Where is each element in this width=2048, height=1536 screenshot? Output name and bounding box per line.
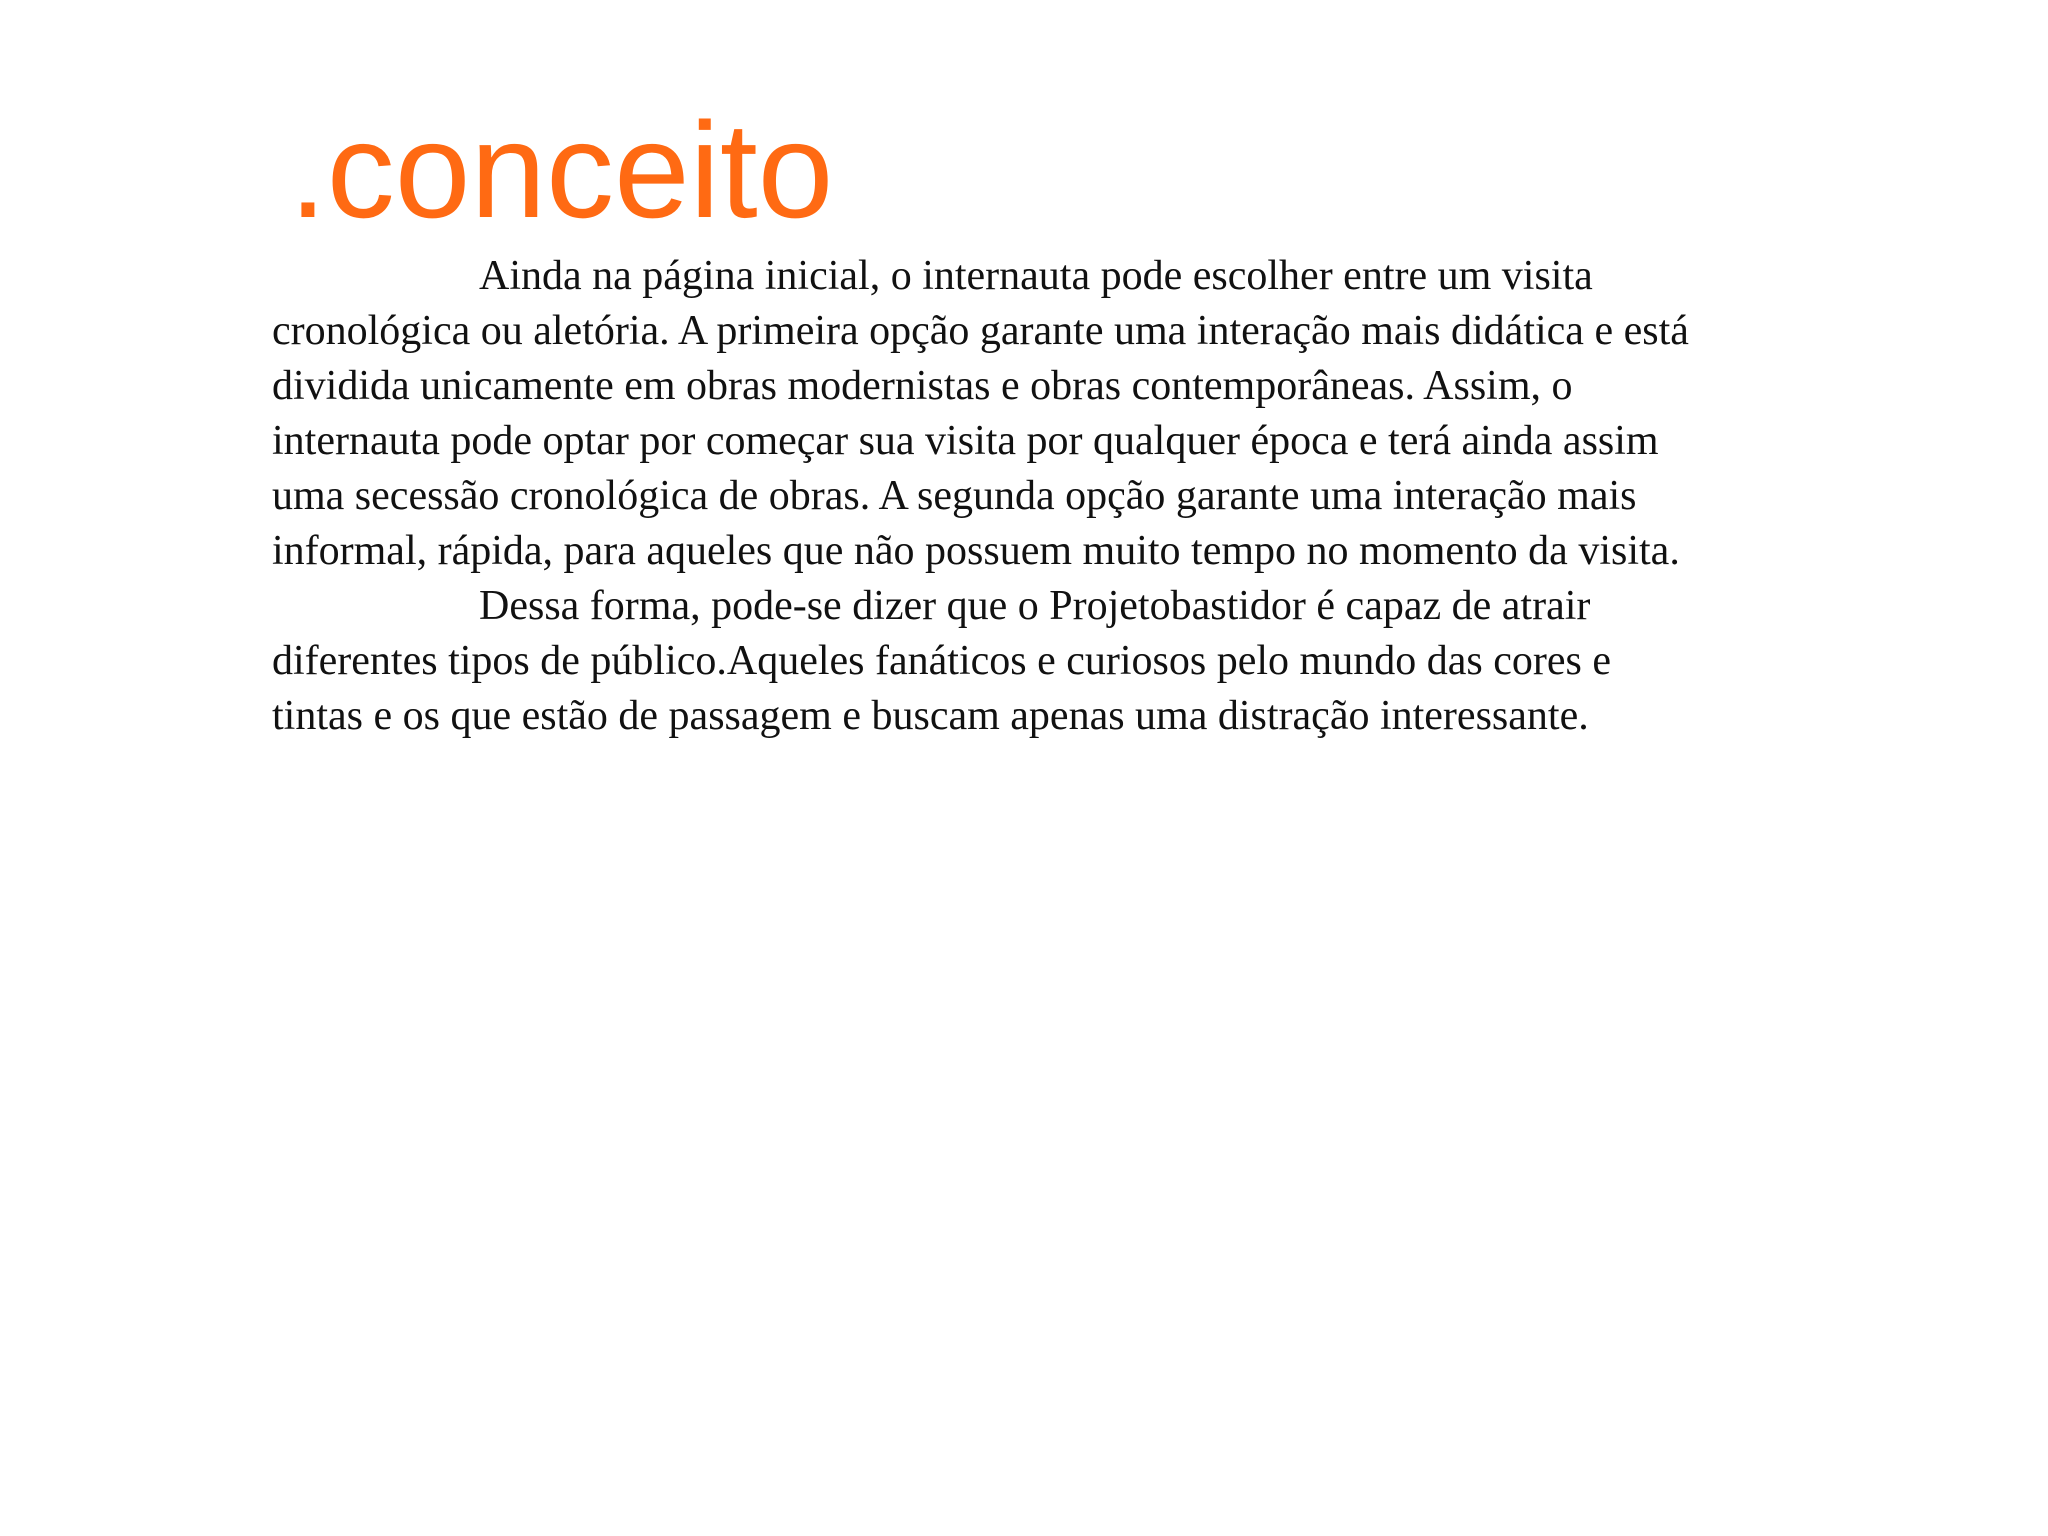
body-line: internauta pode optar por começar sua visita por qualquer época e terá ainda assim [272,418,1659,464]
body-line: diferentes tipos de público.Aqueles fanáticos e curiosos pelo mundo das cores e [272,638,1611,684]
body-line: Dessa forma, pode-se dizer que o Projetobastidor é capaz de atrair [479,583,1591,629]
body-line: tintas e os que estão de passagem e buscam apenas uma distração interessante. [272,693,1589,739]
body-line: uma secessão cronológica de obras. A segunda opção garante uma interação mais [272,473,1637,519]
body-line: Ainda na página inicial, o internauta pode escolher entre um visita [479,253,1593,299]
slide-title: .conceito [289,94,834,246]
body-line: informal, rápida, para aqueles que não possuem muito tempo no momento da visita. [272,528,1680,574]
body-line: dividida unicamente em obras modernistas e obras contemporâneas. Assim, o [272,363,1573,409]
body-line: cronológica ou aletória. A primeira opção garante uma interação mais didática e está [272,308,1689,354]
slide-body [272,249,1862,744]
